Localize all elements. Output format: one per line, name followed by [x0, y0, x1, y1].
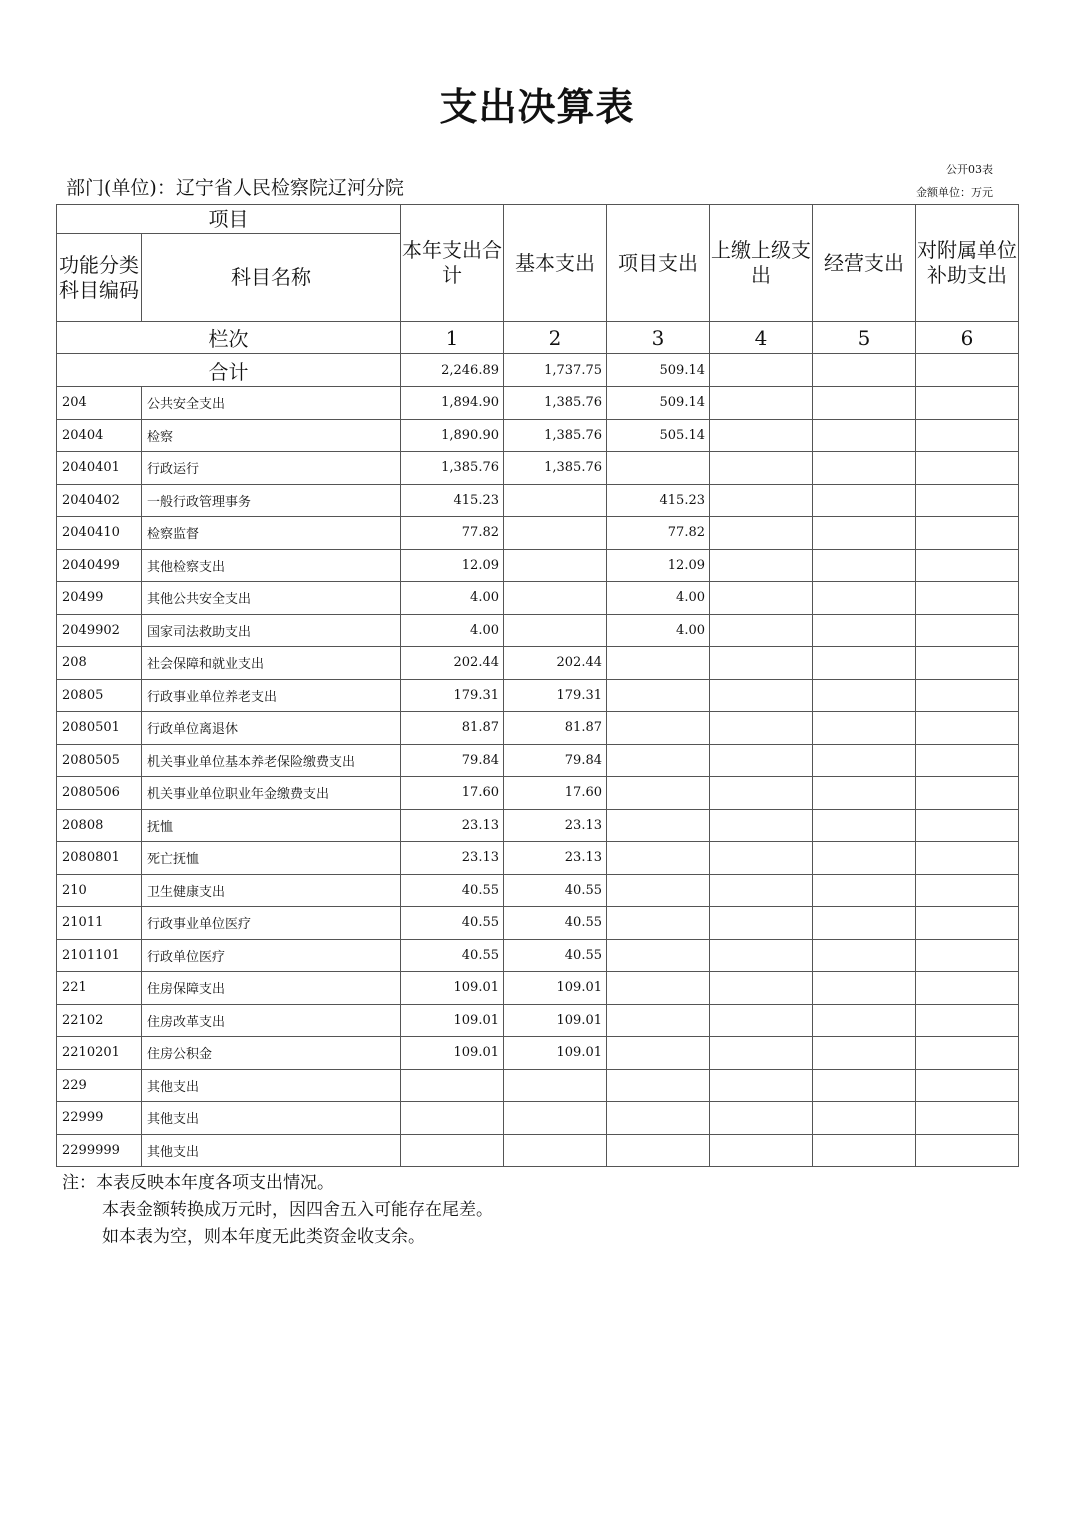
row-value [504, 1134, 607, 1167]
row-value [916, 809, 1019, 842]
row-value [916, 647, 1019, 680]
header-project: 项目 [57, 205, 401, 234]
row-value: 40.55 [401, 939, 504, 972]
row-value [916, 452, 1019, 485]
row-value: 415.23 [401, 484, 504, 517]
header-code: 功能分类科目编码 [57, 234, 142, 322]
row-value: 202.44 [401, 647, 504, 680]
page-title: 支出决算表 [439, 85, 635, 129]
row-name: 死亡抚恤 [142, 842, 401, 875]
row-code: 210 [57, 874, 142, 907]
total-value [916, 354, 1019, 387]
row-value [916, 1037, 1019, 1070]
row-value [710, 517, 813, 550]
row-value [710, 777, 813, 810]
row-value: 40.55 [504, 907, 607, 940]
row-value [813, 1069, 916, 1102]
row-value: 77.82 [401, 517, 504, 550]
row-value [504, 549, 607, 582]
header-col-project: 项目支出 [607, 205, 710, 322]
row-code: 2080506 [57, 777, 142, 810]
row-value [607, 874, 710, 907]
row-value [710, 972, 813, 1005]
row-value: 81.87 [504, 712, 607, 745]
row-value [607, 1102, 710, 1135]
row-value [607, 1037, 710, 1070]
row-value [916, 874, 1019, 907]
row-value [813, 1134, 916, 1167]
row-value: 109.01 [504, 1004, 607, 1037]
lanci-number: 5 [813, 322, 916, 354]
total-value [813, 354, 916, 387]
row-value: 505.14 [607, 419, 710, 452]
row-value: 109.01 [401, 1037, 504, 1070]
row-value [607, 1004, 710, 1037]
row-value [710, 647, 813, 680]
row-value [401, 1069, 504, 1102]
row-name: 行政单位医疗 [142, 939, 401, 972]
row-name: 检察监督 [142, 517, 401, 550]
row-code: 20805 [57, 679, 142, 712]
row-value [813, 517, 916, 550]
row-value [813, 809, 916, 842]
row-value [813, 712, 916, 745]
table-row [57, 777, 1019, 810]
table-row [57, 484, 1019, 517]
row-value [710, 452, 813, 485]
table-row [57, 939, 1019, 972]
row-value [504, 1102, 607, 1135]
header-col-business: 经营支出 [813, 205, 916, 322]
row-value: 109.01 [401, 972, 504, 1005]
table-row [57, 972, 1019, 1005]
expenditure-table [56, 204, 1019, 1167]
row-value [916, 1004, 1019, 1037]
row-name: 住房公积金 [142, 1037, 401, 1070]
row-value [813, 744, 916, 777]
row-value [916, 1069, 1019, 1102]
amount-unit: 金额单位：万元 [916, 186, 993, 199]
row-value: 23.13 [504, 809, 607, 842]
row-value: 40.55 [504, 874, 607, 907]
row-value [916, 387, 1019, 420]
row-value [710, 842, 813, 875]
row-code: 2101101 [57, 939, 142, 972]
row-value: 40.55 [401, 907, 504, 940]
row-value [813, 907, 916, 940]
row-value: 77.82 [607, 517, 710, 550]
row-value: 1,385.76 [504, 452, 607, 485]
row-code: 2210201 [57, 1037, 142, 1070]
row-value: 109.01 [504, 972, 607, 1005]
row-name: 住房保障支出 [142, 972, 401, 1005]
row-code: 20404 [57, 419, 142, 452]
header-col-basic: 基本支出 [504, 205, 607, 322]
row-value [607, 842, 710, 875]
row-value: 23.13 [401, 809, 504, 842]
row-value [607, 939, 710, 972]
row-value [916, 777, 1019, 810]
row-name: 其他支出 [142, 1134, 401, 1167]
row-value [710, 1134, 813, 1167]
row-name: 卫生健康支出 [142, 874, 401, 907]
table-row [57, 419, 1019, 452]
row-value [813, 387, 916, 420]
row-value [401, 1102, 504, 1135]
row-value: 1,894.90 [401, 387, 504, 420]
row-value [710, 484, 813, 517]
row-code: 2299999 [57, 1134, 142, 1167]
row-code: 2080505 [57, 744, 142, 777]
lanci-row [57, 322, 1019, 354]
row-value [916, 1134, 1019, 1167]
department-label: 部门(单位)：辽宁省人民检察院辽河分院 [66, 177, 404, 199]
table-row [57, 1069, 1019, 1102]
row-value [813, 1004, 916, 1037]
row-value [813, 777, 916, 810]
header-col-subsidy: 对附属单位补助支出 [916, 205, 1019, 322]
table-row [57, 809, 1019, 842]
row-name: 其他支出 [142, 1102, 401, 1135]
row-value [607, 809, 710, 842]
row-value [710, 1069, 813, 1102]
row-value [607, 1134, 710, 1167]
row-value: 17.60 [504, 777, 607, 810]
row-value [504, 614, 607, 647]
row-code: 221 [57, 972, 142, 1005]
row-value [607, 712, 710, 745]
row-value [916, 712, 1019, 745]
row-value [916, 582, 1019, 615]
table-row [57, 387, 1019, 420]
row-value [504, 582, 607, 615]
row-value: 23.13 [504, 842, 607, 875]
row-value [916, 972, 1019, 1005]
header-col-total: 本年支出合计 [401, 205, 504, 322]
row-value: 79.84 [504, 744, 607, 777]
row-code: 2040402 [57, 484, 142, 517]
row-value: 4.00 [401, 614, 504, 647]
header-col-upper: 上缴上级支出 [710, 205, 813, 322]
row-value: 1,385.76 [401, 452, 504, 485]
row-value [916, 419, 1019, 452]
row-value [710, 907, 813, 940]
row-value: 179.31 [401, 679, 504, 712]
row-value: 179.31 [504, 679, 607, 712]
row-value [401, 1134, 504, 1167]
row-name: 其他支出 [142, 1069, 401, 1102]
row-value [813, 549, 916, 582]
row-value [916, 614, 1019, 647]
table-row [57, 517, 1019, 550]
row-code: 2040401 [57, 452, 142, 485]
row-value: 23.13 [401, 842, 504, 875]
row-value: 17.60 [401, 777, 504, 810]
row-name: 机关事业单位基本养老保险缴费支出 [142, 744, 401, 777]
row-code: 2040410 [57, 517, 142, 550]
row-value [710, 712, 813, 745]
row-code: 229 [57, 1069, 142, 1102]
total-value: 1,737.75 [504, 354, 607, 387]
table-row [57, 549, 1019, 582]
row-value [813, 484, 916, 517]
row-value [710, 387, 813, 420]
row-value: 509.14 [607, 387, 710, 420]
row-value [710, 679, 813, 712]
row-name: 其他公共安全支出 [142, 582, 401, 615]
row-value [813, 679, 916, 712]
row-name: 机关事业单位职业年金缴费支出 [142, 777, 401, 810]
note-line: 注：本表反映本年度各项支出情况。 [62, 1173, 334, 1193]
row-value: 4.00 [607, 614, 710, 647]
lanci-number: 6 [916, 322, 1019, 354]
row-value [916, 484, 1019, 517]
row-value [504, 517, 607, 550]
lanci-number: 4 [710, 322, 813, 354]
form-id: 公开03表 [946, 163, 993, 176]
row-value [504, 484, 607, 517]
row-name: 国家司法救助支出 [142, 614, 401, 647]
table-row [57, 842, 1019, 875]
row-value [916, 939, 1019, 972]
table-row [57, 679, 1019, 712]
row-value [607, 452, 710, 485]
header-name: 科目名称 [142, 234, 401, 322]
row-value: 1,890.90 [401, 419, 504, 452]
row-value [607, 907, 710, 940]
row-value [813, 419, 916, 452]
table-row [57, 907, 1019, 940]
row-name: 公共安全支出 [142, 387, 401, 420]
row-value [607, 777, 710, 810]
row-name: 检察 [142, 419, 401, 452]
row-value [710, 614, 813, 647]
row-name: 行政单位离退休 [142, 712, 401, 745]
row-code: 204 [57, 387, 142, 420]
table-row [57, 744, 1019, 777]
row-name: 行政运行 [142, 452, 401, 485]
row-name: 住房改革支出 [142, 1004, 401, 1037]
row-code: 2049902 [57, 614, 142, 647]
row-code: 2040499 [57, 549, 142, 582]
row-value [916, 549, 1019, 582]
row-code: 21011 [57, 907, 142, 940]
row-value: 415.23 [607, 484, 710, 517]
row-name: 行政事业单位养老支出 [142, 679, 401, 712]
row-value [813, 972, 916, 1005]
row-value [710, 744, 813, 777]
row-value [710, 549, 813, 582]
row-value [916, 1102, 1019, 1135]
total-value [710, 354, 813, 387]
row-value [813, 874, 916, 907]
row-value: 202.44 [504, 647, 607, 680]
table-row [57, 874, 1019, 907]
row-value: 12.09 [401, 549, 504, 582]
row-value [813, 452, 916, 485]
row-value [813, 842, 916, 875]
row-value: 4.00 [607, 582, 710, 615]
row-value: 4.00 [401, 582, 504, 615]
row-value: 1,385.76 [504, 419, 607, 452]
row-code: 2080801 [57, 842, 142, 875]
row-value [916, 744, 1019, 777]
note-line: 如本表为空，则本年度无此类资金收支余。 [102, 1227, 425, 1247]
row-value [710, 419, 813, 452]
table-row [57, 582, 1019, 615]
row-value [916, 842, 1019, 875]
note-line: 本表金额转换成万元时，因四舍五入可能存在尾差。 [102, 1200, 493, 1220]
row-value [607, 679, 710, 712]
row-value: 40.55 [504, 939, 607, 972]
row-value [607, 1069, 710, 1102]
total-row [57, 354, 1019, 387]
row-name: 抚恤 [142, 809, 401, 842]
row-name: 社会保障和就业支出 [142, 647, 401, 680]
total-value: 2,246.89 [401, 354, 504, 387]
table-row [57, 1004, 1019, 1037]
row-value: 1,385.76 [504, 387, 607, 420]
row-value [607, 972, 710, 1005]
row-value [710, 809, 813, 842]
lanci-number: 3 [607, 322, 710, 354]
notes [62, 1170, 493, 1251]
row-name: 行政事业单位医疗 [142, 907, 401, 940]
table-row [57, 1037, 1019, 1070]
table-row [57, 614, 1019, 647]
row-code: 20499 [57, 582, 142, 615]
lanci-number: 1 [401, 322, 504, 354]
row-value: 12.09 [607, 549, 710, 582]
table-row [57, 712, 1019, 745]
row-code: 2080501 [57, 712, 142, 745]
row-value [710, 1004, 813, 1037]
row-value [813, 939, 916, 972]
row-name: 其他检察支出 [142, 549, 401, 582]
row-code: 20808 [57, 809, 142, 842]
row-value [607, 744, 710, 777]
row-code: 22999 [57, 1102, 142, 1135]
row-value [813, 1102, 916, 1135]
row-value [813, 614, 916, 647]
row-value: 40.55 [401, 874, 504, 907]
row-value [710, 939, 813, 972]
row-value: 79.84 [401, 744, 504, 777]
row-value [710, 582, 813, 615]
row-code: 22102 [57, 1004, 142, 1037]
row-value [916, 907, 1019, 940]
row-value [710, 1037, 813, 1070]
row-value [813, 1037, 916, 1070]
row-value [813, 647, 916, 680]
table-row [57, 452, 1019, 485]
row-code: 208 [57, 647, 142, 680]
row-value [607, 647, 710, 680]
row-value [710, 1102, 813, 1135]
row-value: 81.87 [401, 712, 504, 745]
lanci-number: 2 [504, 322, 607, 354]
table-row [57, 1134, 1019, 1167]
row-value: 109.01 [504, 1037, 607, 1070]
row-value: 109.01 [401, 1004, 504, 1037]
table-row [57, 647, 1019, 680]
row-name: 一般行政管理事务 [142, 484, 401, 517]
row-value [710, 874, 813, 907]
total-value: 509.14 [607, 354, 710, 387]
total-label: 合计 [57, 354, 401, 387]
lanci-label: 栏次 [57, 322, 401, 354]
row-value [916, 679, 1019, 712]
row-value [504, 1069, 607, 1102]
row-value [916, 517, 1019, 550]
table-row [57, 1102, 1019, 1135]
row-value [813, 582, 916, 615]
